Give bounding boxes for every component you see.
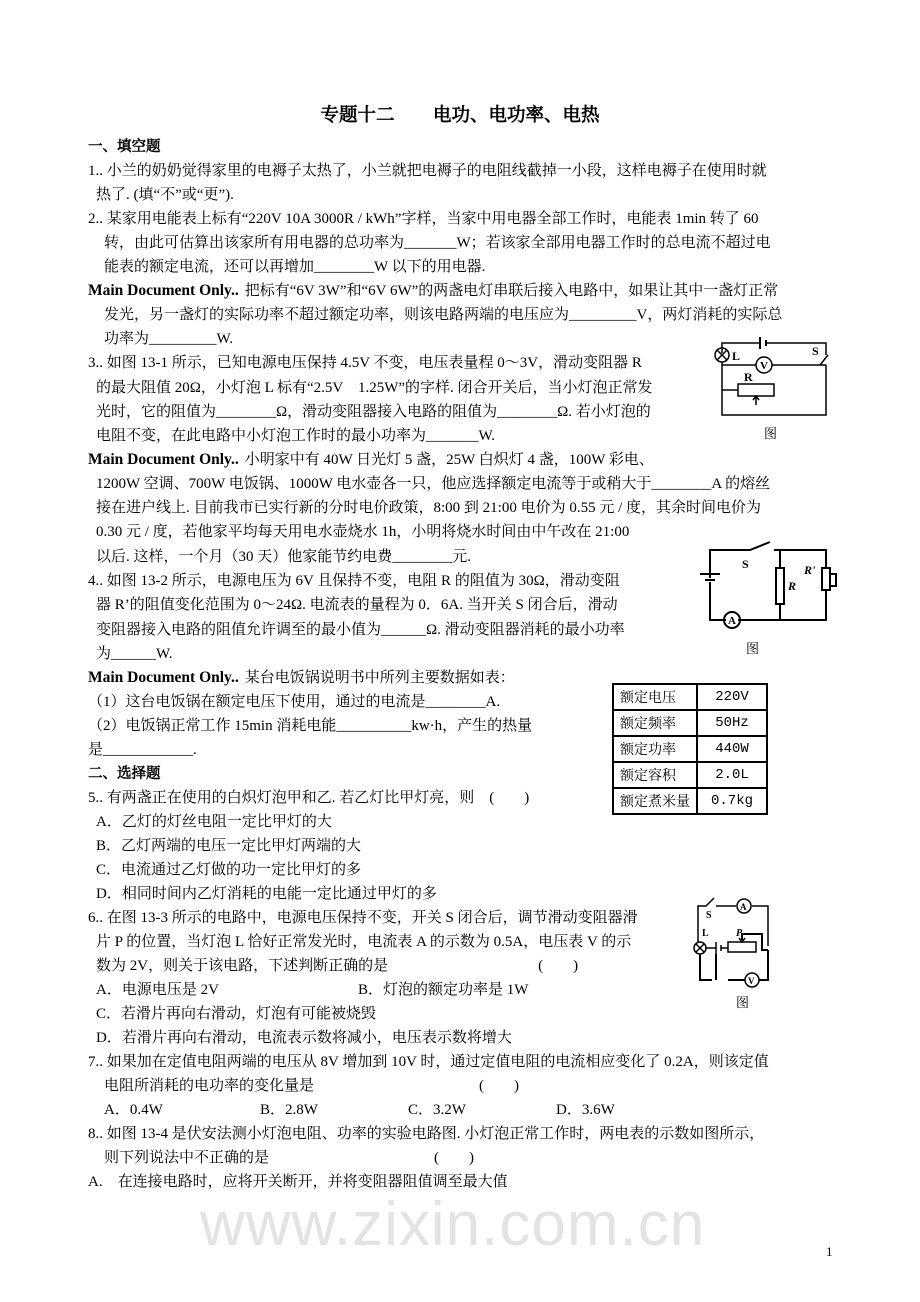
rice-cooker-spec-table (612, 683, 768, 815)
fig3-label-l: L (702, 928, 709, 939)
line-text: 热了. (填“不”或“更”). (96, 187, 234, 203)
fig1-label-l: L (732, 349, 741, 363)
rheostat-icon (728, 942, 756, 952)
fig2-label-r: R (788, 579, 797, 593)
line-text: B．灯泡的额定功率是 1W (358, 982, 529, 998)
title-topic-number: 专题十二 (320, 105, 395, 126)
spec-value: 220V (697, 684, 767, 710)
text-line (96, 884, 437, 904)
question-label: Main Document Only.. (88, 282, 239, 299)
text-line (104, 1100, 163, 1120)
table-row (613, 762, 767, 788)
line-text: 变阻器接入电路的阻值允许调至的最小值为______Ω. 滑动变阻器消耗的最小功率 (96, 622, 625, 638)
line-text: B．2.8W (260, 1102, 318, 1118)
line-text: 接在进户线上. 目前我市已实行新的分时电价政策，8:00 到 21:00 电价为 0.55 元 / 度，其余时间电价为 (96, 500, 762, 516)
line-text: 7.. 如果加在定值电阻两端的电压从 8V 增加到 10V 时，通过定值电阻的电流相应变化了 0.2A，则该定值 (88, 1054, 769, 1070)
text-line (96, 956, 578, 976)
line-text: 2.. 某家用电能表上标有“220V 10A 3000R / kWh”字样，当家中用电器全部工作时，电能表 1min 转了 60 (88, 211, 759, 227)
line-text: 转，由此可估算出该家所有用电器的总功率为_______W；若该家全部用电器工作时的总电流不超过电 (104, 235, 771, 251)
line-text: D．若滑片再向右滑动，电流表示数将减小，电压表示数将增大 (96, 1030, 512, 1046)
spec-name: 额定功率 (613, 736, 697, 762)
rheostat-icon (738, 384, 774, 396)
line-text: 为______W. (96, 646, 173, 662)
line-text: D．相同时间内乙灯消耗的电能一定比通过甲灯的多 (96, 886, 437, 902)
line-text: 某台电饭锅说明书中所列主要数据如表： (244, 670, 515, 686)
line-text: 5.. 有两盏正在使用的白炽灯泡甲和乙. 若乙灯比甲灯亮，则 ( ) (88, 790, 530, 806)
fig1-label-s: S (812, 344, 819, 358)
text-line (556, 1100, 615, 1120)
text-line (104, 1076, 519, 1096)
circuit-figure-13-2 (698, 538, 848, 633)
line-text: （1）这台电饭锅在额定电压下使用，通过的电流是________A. (88, 694, 501, 710)
fig3-label-p: P (736, 928, 743, 939)
question-label: Main Document Only.. (88, 669, 239, 686)
page-number: 1 (826, 1244, 833, 1259)
rheostat-icon (822, 568, 830, 590)
text-line (408, 1100, 466, 1120)
fig3-label-v: V (748, 976, 755, 986)
circuit-figure-13-1 (708, 335, 834, 420)
text-line (260, 1100, 318, 1120)
text-line (88, 1172, 508, 1192)
text-line (88, 1052, 769, 1072)
spec-name: 额定电压 (613, 684, 697, 710)
table-row (613, 788, 767, 814)
spec-name: 额定频率 (613, 710, 697, 736)
fig2-label-s: S (742, 557, 749, 571)
line-text: C．电流通过乙灯做的功一定比甲灯的多 (96, 862, 362, 878)
line-text: 器 R’的阻值变化范围为 0～24Ω. 电流表的量程为 0．6A. 当开关 S 闭合后，滑动 (96, 597, 618, 613)
line-text: 是____________. (88, 742, 197, 758)
line-text: 以后. 这样，一个月（30 天）他家能节约电费________元. (96, 549, 472, 565)
title-topic-name: 电功、电功率、电热 (432, 105, 600, 126)
fig2-label-a: A (728, 615, 736, 627)
text-line (88, 908, 638, 928)
line-text: 功率为_________W. (104, 331, 234, 347)
line-text: 的最大阻值 20Ω，小灯泡 L 标有“2.5V 1.25W”的字样. 闭合开关后，当小灯泡正常发 (96, 380, 653, 396)
text-line (88, 1124, 764, 1144)
line-text: （2）电饭锅正常工作 15min 消耗电能__________kw·h，产生的热量 (88, 718, 533, 734)
question-label: Main Document Only.. (88, 451, 239, 468)
line-text: 4.. 如图 13-2 所示，电源电压为 6V 且保持不变，电阻 R 的阻值为 30Ω，滑动变阻 (88, 573, 620, 589)
text-line (104, 1148, 474, 1168)
line-text: 1.. 小兰的奶奶觉得家里的电褥子太热了，小兰就把电褥子的电阻线截掉一小段，这样电褥子在使用时就 (88, 163, 767, 179)
line-text: C．若滑片再向右滑动，灯泡有可能被烧毁 (96, 1006, 377, 1022)
text-line (96, 1028, 512, 1048)
fig3-label-a: A (740, 902, 747, 912)
table-row (613, 736, 767, 762)
line-text: A. 在连接电路时，应将开关断开，并将变阻器阻值调至最大值 (88, 1174, 508, 1190)
spec-name: 额定容积 (613, 762, 697, 788)
line-text: D．3.6W (556, 1102, 615, 1118)
line-text: B．乙灯两端的电压一定比甲灯两端的大 (96, 838, 362, 854)
fig3-label-s: S (706, 910, 712, 921)
spec-value: 2.0L (697, 762, 767, 788)
line-text: 二、选择题 (88, 766, 161, 782)
watermark: www.zixin.com.cn (200, 1190, 706, 1259)
line-text: A．0.4W (104, 1102, 163, 1118)
line-text: 6.. 在图 13-3 所示的电路中，电源电压保持不变，开关 S 闭合后，调节滑动变阻器滑 (88, 910, 638, 926)
text-line (96, 836, 361, 856)
line-text: 片 P 的位置，当灯泡 L 恰好正常发光时，电流表 A 的示数为 0.5A，电压表 V 的示 (96, 934, 632, 950)
line-text: A．乙灯的灯丝电阻一定比甲灯的大 (96, 814, 332, 830)
line-text: A．电源电压是 2V (96, 982, 219, 998)
line-text: 小明家中有 40W 日光灯 5 盏，25W 白炽灯 4 盏，100W 彩电、 (244, 452, 654, 468)
line-text: 发光，另一盏灯的实际功率不超过额定功率，则该电路两端的电压应为_________V，两灯消耗的实际总 (104, 307, 783, 323)
line-text: 数为 2V，则关于该电路，下述判断正确的是 ( ) (96, 958, 579, 974)
figure-13-2-caption: 图 (746, 641, 760, 656)
text-line (96, 932, 631, 952)
text-line (358, 980, 528, 1000)
figure-13-1-caption: 图 (764, 426, 778, 441)
line-text: 一、填空题 (88, 139, 161, 155)
spec-value: 50Hz (697, 710, 767, 736)
line-text: 把标有“6V 3W”和“6V 6W”的两盏电灯串联后接入电路中，如果让其中一盏灯正常 (244, 283, 779, 299)
line-text: 能表的额定电流，还可以再增加________W 以下的用电器. (104, 259, 486, 275)
text-line (96, 860, 361, 880)
line-text: 则下列说法中不正确的是 ( ) (104, 1150, 474, 1166)
resistor-icon (776, 568, 784, 604)
line-text: 光时，它的阻值为________Ω，滑动变阻器接入电路的阻值为________Ω. 若小灯泡的 (96, 404, 651, 420)
figure-13-3-caption: 图 (736, 995, 750, 1010)
spec-value: 0.7kg (697, 788, 767, 814)
line-text: C．3.2W (408, 1102, 466, 1118)
table-row (613, 684, 767, 710)
spec-name: 额定煮米量 (613, 788, 697, 814)
text-line (96, 1004, 376, 1024)
fig1-label-r: R (744, 370, 753, 384)
fig2-label-r-prime: R' (804, 563, 816, 577)
table-row (613, 710, 767, 736)
spec-value: 440W (697, 736, 767, 762)
line-text: 电阻所消耗的电功率的变化量是 ( ) (104, 1078, 519, 1094)
line-text: 8.. 如图 13-4 是伏安法测小灯泡电阻、功率的实验电路图. 小灯泡正常工作时，两电表的示数如图所示， (88, 1126, 765, 1142)
line-text: 0.30 元 / 度，若他家平均每天用电水壶烧水 1h，小明将烧水时间由中午改在 21:00 (96, 524, 630, 540)
fig1-label-v: V (760, 360, 768, 372)
line-text: 电阻不变，在此电路中小灯泡工作时的最小功率为_______W. (96, 428, 496, 444)
line-text: 3.. 如图 13-1 所示，已知电源电压保持 4.5V 不变，电压表量程 0～3V，滑动变阻器 R (88, 355, 642, 371)
text-line (96, 980, 219, 1000)
circuit-figure-13-3 (692, 892, 772, 992)
line-text: 1200W 空调、700W 电饭锅、1000W 电水壶各一只，他应选择额定电流等于或稍大于________A 的熔丝 (96, 476, 771, 492)
